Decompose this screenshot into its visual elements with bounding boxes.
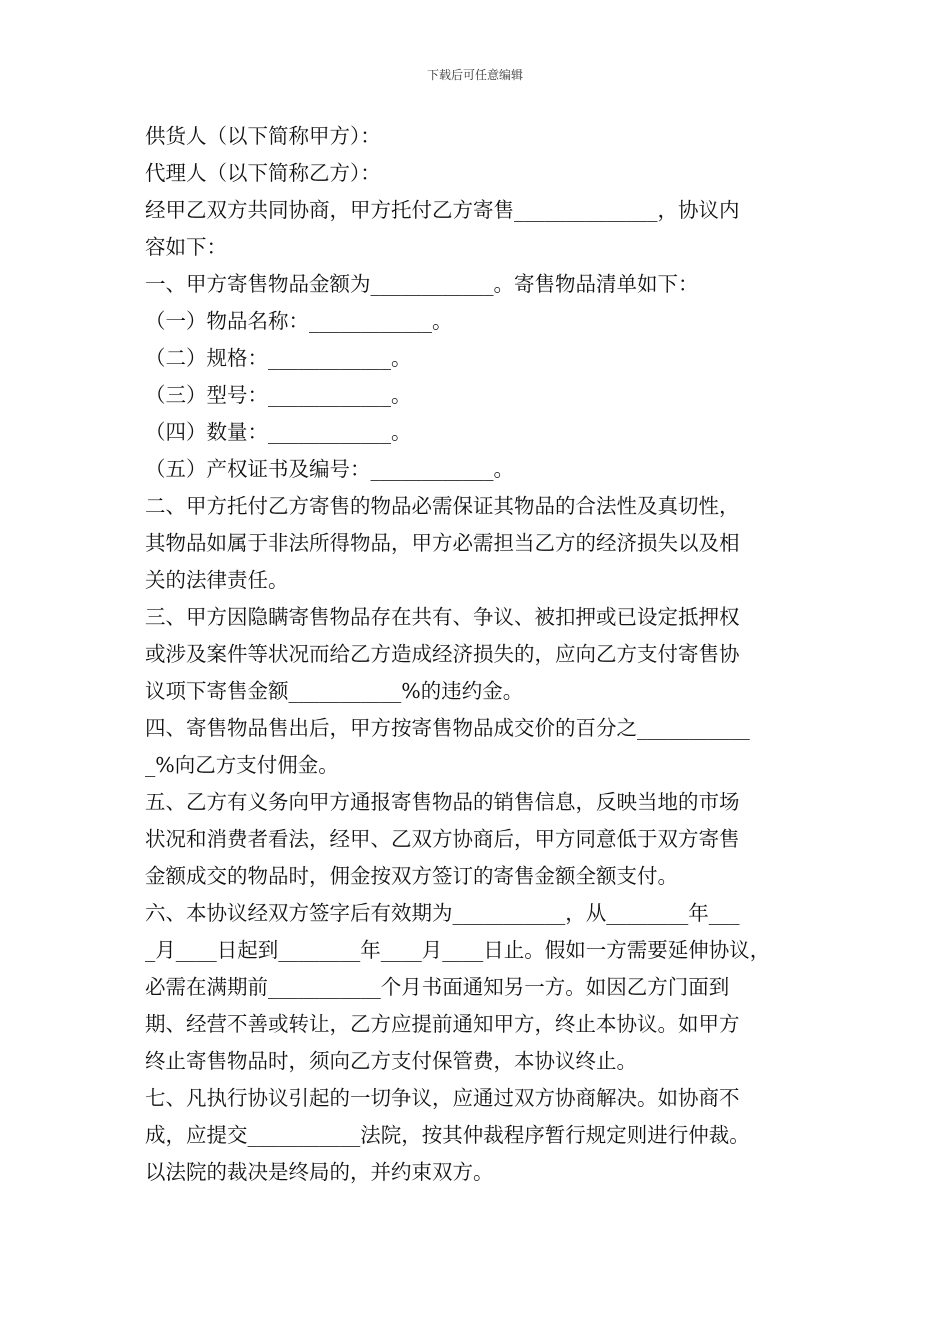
text-line: （三）型号：____________。 [145, 383, 412, 407]
text-line: （一）物品名称：____________。 [145, 309, 453, 333]
text-line: 经甲乙双方共同协商，甲方托付乙方寄售______________，协议内 [145, 198, 740, 222]
page-header-note: 下载后可任意编辑 [426, 68, 523, 82]
text-line: 状况和消费者看法，经甲、乙双方协商后，甲方同意低于双方寄售 [145, 827, 740, 851]
text-line: 五、乙方有义务向甲方通报寄售物品的销售信息，反映当地的市场 [145, 790, 740, 814]
text-line: 六、本协议经双方签字后有效期为___________，从________年___ [145, 901, 740, 925]
text-line: 金额成交的物品时，佣金按双方签订的寄售金额全额支付。 [145, 864, 678, 888]
text-line: 三、甲方因隐瞒寄售物品存在共有、争议、被扣押或已设定抵押权 [145, 605, 740, 629]
text-line: 供货人（以下简称甲方）： [145, 124, 381, 148]
text-line: 二、甲方托付乙方寄售的物品必需保证其物品的合法性及真切性， [145, 494, 740, 518]
text-line: 其物品如属于非法所得物品，甲方必需担当乙方的经济损失以及相 [145, 531, 740, 555]
text-line: _%向乙方支付佣金。 [145, 753, 339, 777]
text-line: 一、甲方寄售物品金额为____________。寄售物品清单如下： [145, 272, 699, 296]
text-line: 成，应提交___________法院，按其仲裁程序暂行规定则进行仲裁。 [145, 1123, 750, 1147]
text-line: 以法院的裁决是终局的，并约束双方。 [145, 1160, 494, 1184]
text-line: 七、凡执行协议引起的一切争议，应通过双方协商解决。如协商不 [145, 1086, 740, 1110]
text-line: 或涉及案件等状况而给乙方造成经济损失的，应向乙方支付寄售协 [145, 642, 740, 666]
text-line: （四）数量：____________。 [145, 420, 412, 444]
text-line: （二）规格：____________。 [145, 346, 412, 370]
text-line: 议项下寄售金额___________%的违约金。 [145, 679, 524, 703]
text-line: 四、寄售物品售出后，甲方按寄售物品成交价的百分之___________ [145, 716, 750, 740]
text-line: 代理人（以下简称乙方）： [145, 161, 381, 185]
text-line: 容如下： [145, 235, 227, 259]
text-line: 期、经营不善或转让，乙方应提前通知甲方，终止本协议。如甲方 [145, 1012, 740, 1036]
text-line: 必需在满期前___________个月书面通知另一方。如因乙方门面到 [145, 975, 730, 999]
text-line: 关的法律责任。 [145, 568, 289, 592]
text-line: _月____日起到________年____月____日止。假如一方需要延伸协议， [145, 938, 771, 962]
text-line: （五）产权证书及编号：____________。 [145, 457, 514, 481]
contract-body [145, 118, 835, 1191]
text-line: 终止寄售物品时，须向乙方支付保管费，本协议终止。 [145, 1049, 637, 1073]
